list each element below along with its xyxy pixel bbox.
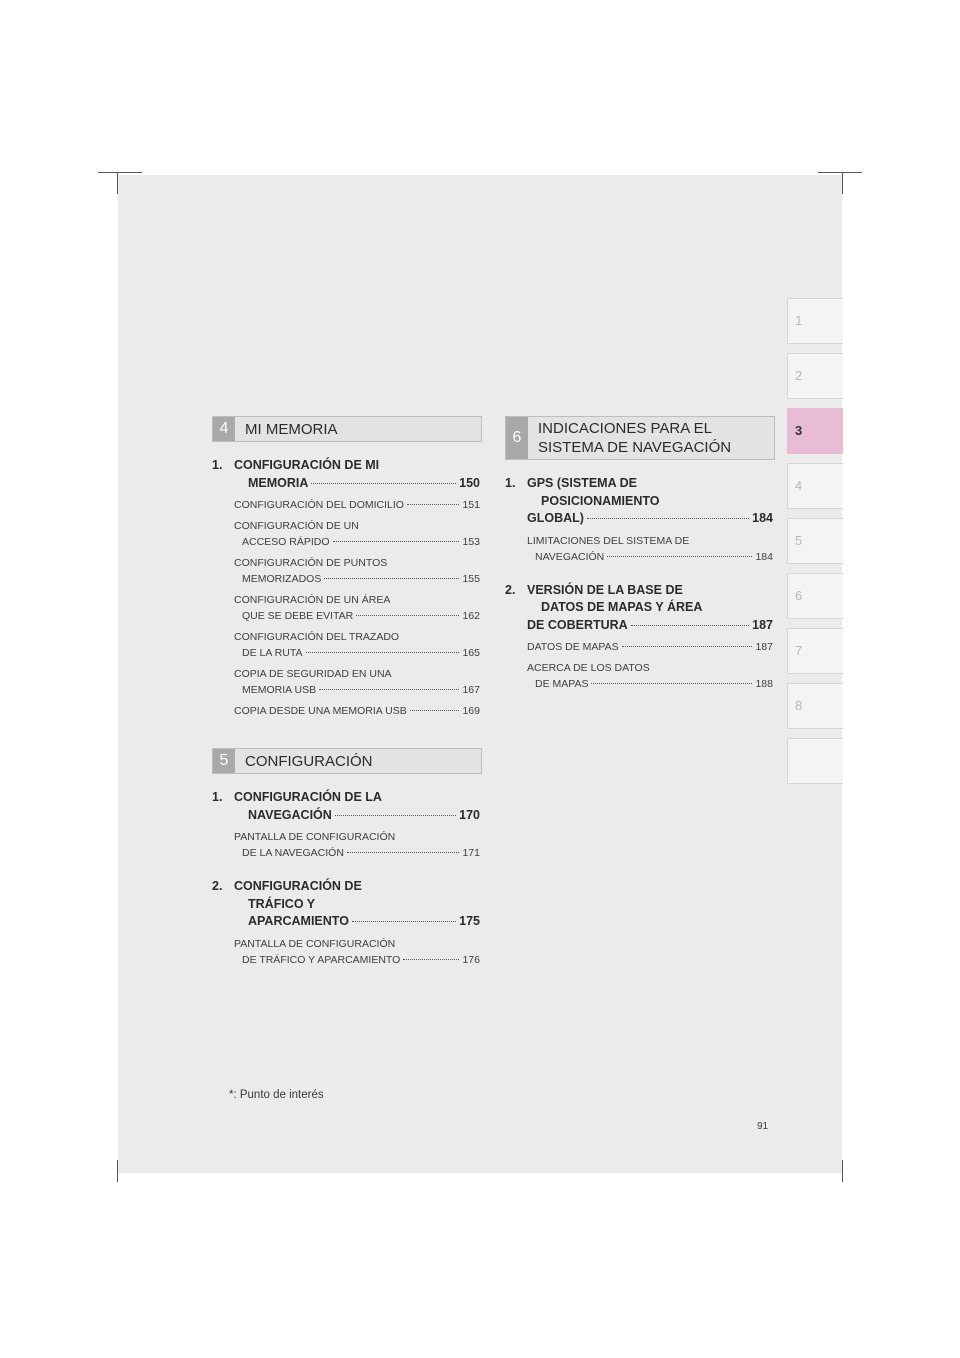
toc-entry[interactable]: 1. GPS (SISTEMA DE POSICIONAMIENTO GLOBAL) 184 xyxy=(505,476,773,525)
crop-mark xyxy=(842,172,843,194)
section-title-line: INDICACIONES PARA EL xyxy=(538,420,712,437)
chapter-tab-9[interactable] xyxy=(787,738,843,784)
section-header-6 xyxy=(505,416,775,460)
toc-subentry[interactable]: CONFIGURACIÓN DEL TRAZADO DE LA RUTA 165 xyxy=(234,631,480,659)
section-title-line: SISTEMA DE NAVEGACIÓN xyxy=(538,439,732,456)
crop-mark xyxy=(117,172,118,194)
chapter-tabs xyxy=(787,298,843,793)
toc-subentry[interactable]: ACERCA DE LOS DATOS DE MAPAS 188 xyxy=(527,662,773,690)
toc-subentry[interactable]: DATOS DE MAPAS 187 xyxy=(527,641,773,653)
chapter-tab-5[interactable]: 5 xyxy=(787,518,843,564)
toc-entry[interactable]: 1. CONFIGURACIÓN DE LA NAVEGACIÓN 170 xyxy=(212,790,480,822)
toc-subentry[interactable]: CONFIGURACIÓN DE PUNTOS MEMORIZADOS 155 xyxy=(234,557,480,585)
crop-mark xyxy=(842,1160,843,1182)
page-ref: 150 xyxy=(459,475,480,490)
toc-subentry[interactable]: LIMITACIONES DEL SISTEMA DE NAVEGACIÓN 184 xyxy=(527,534,773,563)
toc-subentry[interactable]: CONFIGURACIÓN DEL DOMICILIO 151 xyxy=(234,499,480,511)
section-number: 5 xyxy=(213,749,235,773)
crop-mark xyxy=(818,172,862,173)
toc-entry[interactable]: 2. VERSIÓN DE LA BASE DE DATOS DE MAPAS Y ÁREA DE COBERTURA 187 xyxy=(505,582,773,632)
chapter-tab-8[interactable]: 8 xyxy=(787,683,843,729)
toc-subentry[interactable]: COPIA DESDE UNA MEMORIA USB 169 xyxy=(234,705,480,717)
toc-entry[interactable]: 1. CONFIGURACIÓN DE MI MEMORIA 150 xyxy=(212,457,480,492)
toc-column-left-2 xyxy=(212,789,480,973)
section-title: MI MEMORIA xyxy=(245,420,338,438)
chapter-tab-4[interactable]: 4 xyxy=(787,463,843,509)
section-number: 6 xyxy=(506,417,528,459)
crop-mark xyxy=(98,172,142,173)
crop-mark xyxy=(117,1160,118,1182)
toc-subentry[interactable]: COPIA DE SEGURIDAD EN UNA MEMORIA USB 167 xyxy=(234,668,480,696)
footnote: *: Punto de interés xyxy=(229,1089,324,1101)
toc-subentry[interactable]: CONFIGURACIÓN DE UN ACCESO RÁPIDO 153 xyxy=(234,520,480,548)
toc-column-right xyxy=(505,475,773,697)
section-header-4 xyxy=(212,416,482,442)
section-header-5 xyxy=(212,748,482,774)
chapter-tab-6[interactable]: 6 xyxy=(787,573,843,619)
chapter-tab-7[interactable]: 7 xyxy=(787,628,843,674)
toc-subentry[interactable]: PANTALLA DE CONFIGURACIÓN DE TRÁFICO Y APARCAMIENTO 176 xyxy=(234,937,480,966)
toc-column-left xyxy=(212,457,480,724)
chapter-tab-1[interactable]: 1 xyxy=(787,298,843,344)
section-title: CONFIGURACIÓN xyxy=(245,752,373,770)
toc-subentry[interactable]: PANTALLA DE CONFIGURACIÓN DE LA NAVEGACIÓN 171 xyxy=(234,831,480,859)
section-number: 4 xyxy=(213,417,235,441)
toc-subentry[interactable]: CONFIGURACIÓN DE UN ÁREA QUE SE DEBE EVITAR 162 xyxy=(234,594,480,622)
toc-entry[interactable]: 2. CONFIGURACIÓN DE TRÁFICO Y APARCAMIENTO 175 xyxy=(212,879,480,928)
page-number: 91 xyxy=(757,1121,769,1132)
chapter-tab-2[interactable]: 2 xyxy=(787,353,843,399)
chapter-tab-3[interactable]: 3 xyxy=(787,408,843,454)
